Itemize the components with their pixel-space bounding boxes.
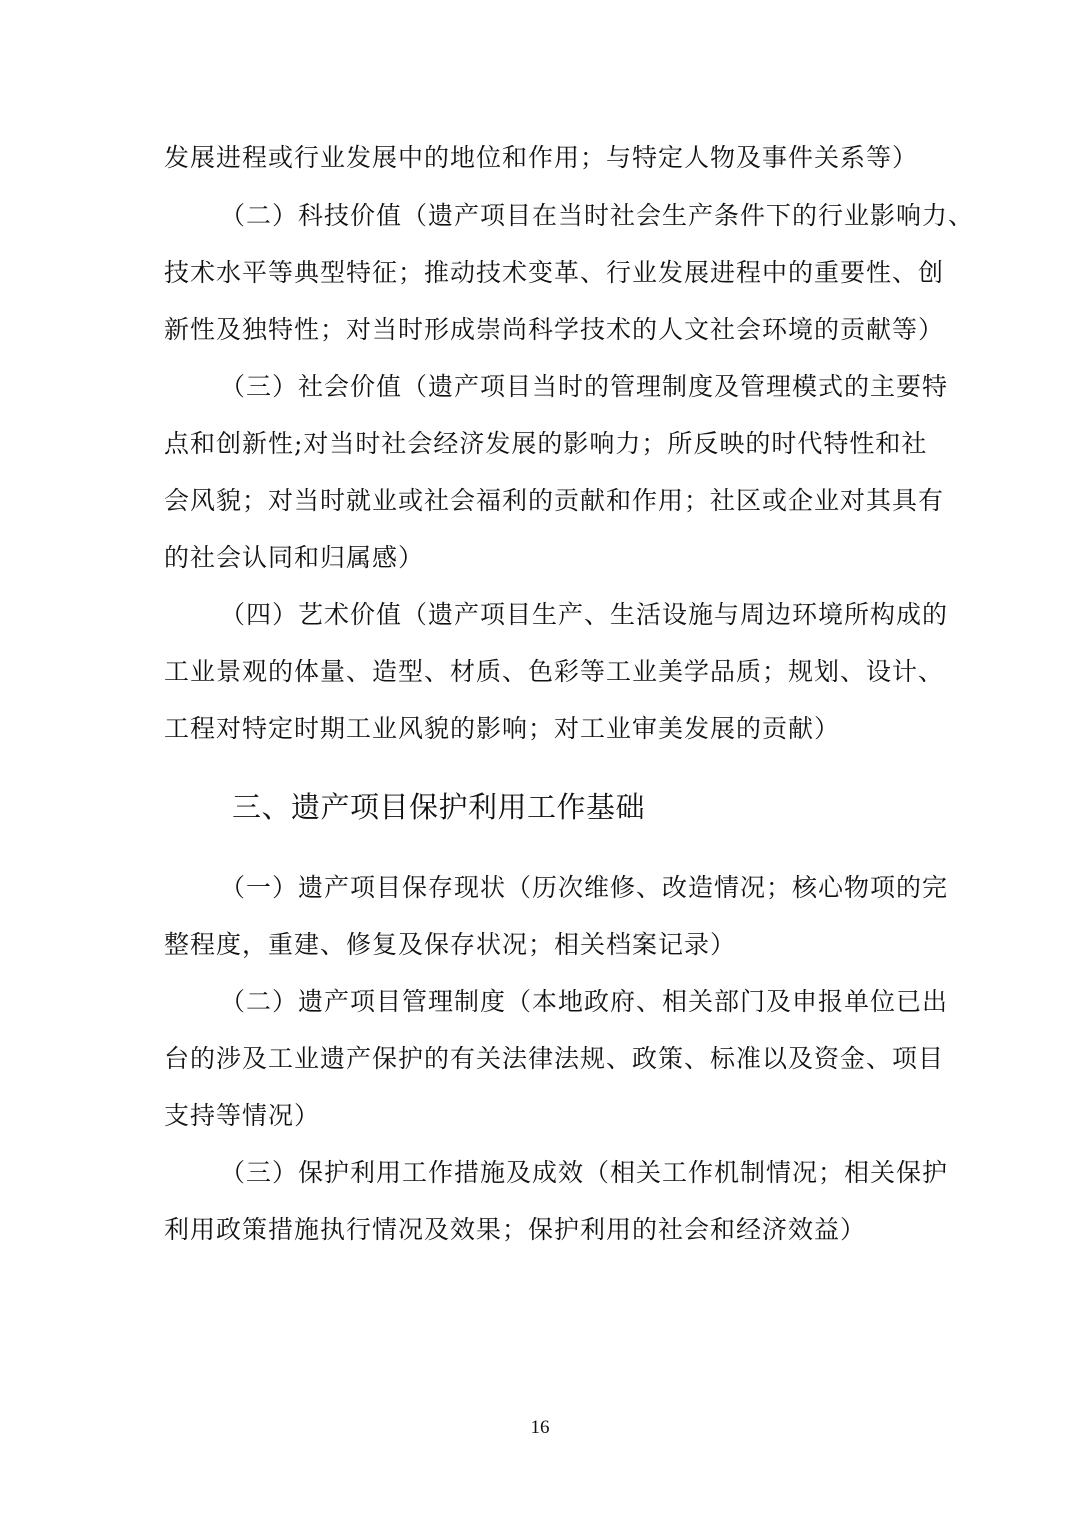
- social-value-line: 点和创新性;对当时社会经济发展的影响力；所反映的时代特性和社: [164, 429, 928, 458]
- management-system-line: 台的涉及工业遗产保护的有关法律法规、政策、标准以及资金、项目: [164, 1044, 945, 1073]
- page-number: 16: [530, 1417, 550, 1438]
- management-system-line: 支持等情况）: [164, 1101, 321, 1130]
- paragraph-line: 发展进程或行业发展中的地位和作用；与特定人物及事件关系等）: [164, 143, 919, 172]
- social-value-line: 会风貌；对当时就业或社会福利的贡献和作用；社区或企业对其具有: [164, 486, 945, 515]
- measures-line: 利用政策措施执行情况及效果；保护利用的社会和经济效益）: [164, 1215, 867, 1244]
- section-heading: 三、遗产项目保护利用工作基础: [232, 790, 646, 824]
- preservation-status-line: 整程度，重建、修复及保存状况；相关档案记录）: [164, 930, 737, 959]
- science-value-line: （二）科技价值（遗产项目在当时社会生产条件下的行业影响力、: [220, 201, 975, 230]
- art-value-line: 工业景观的体量、造型、材质、色彩等工业美学品质；规划、设计、: [164, 657, 945, 686]
- measures-line: （三）保护利用工作措施及成效（相关工作机制情况；相关保护: [220, 1158, 949, 1187]
- social-value-line: （三）社会价值（遗产项目当时的管理制度及管理模式的主要特: [220, 372, 949, 401]
- art-value-line: 工程对特定时期工业风貌的影响；对工业审美发展的贡献）: [164, 714, 841, 743]
- science-value-line: 技术水平等典型特征；推动技术变革、行业发展进程中的重要性、创: [164, 258, 945, 287]
- social-value-line: 的社会认同和归属感）: [164, 543, 425, 572]
- science-value-line: 新性及独特性；对当时形成崇尚科学技术的人文社会环境的贡献等）: [164, 315, 945, 344]
- management-system-line: （二）遗产项目管理制度（本地政府、相关部门及申报单位已出: [220, 987, 949, 1016]
- art-value-line: （四）艺术价值（遗产项目生产、生活设施与周边环境所构成的: [220, 600, 949, 629]
- preservation-status-line: （一）遗产项目保存现状（历次维修、改造情况；核心物项的完: [220, 873, 949, 902]
